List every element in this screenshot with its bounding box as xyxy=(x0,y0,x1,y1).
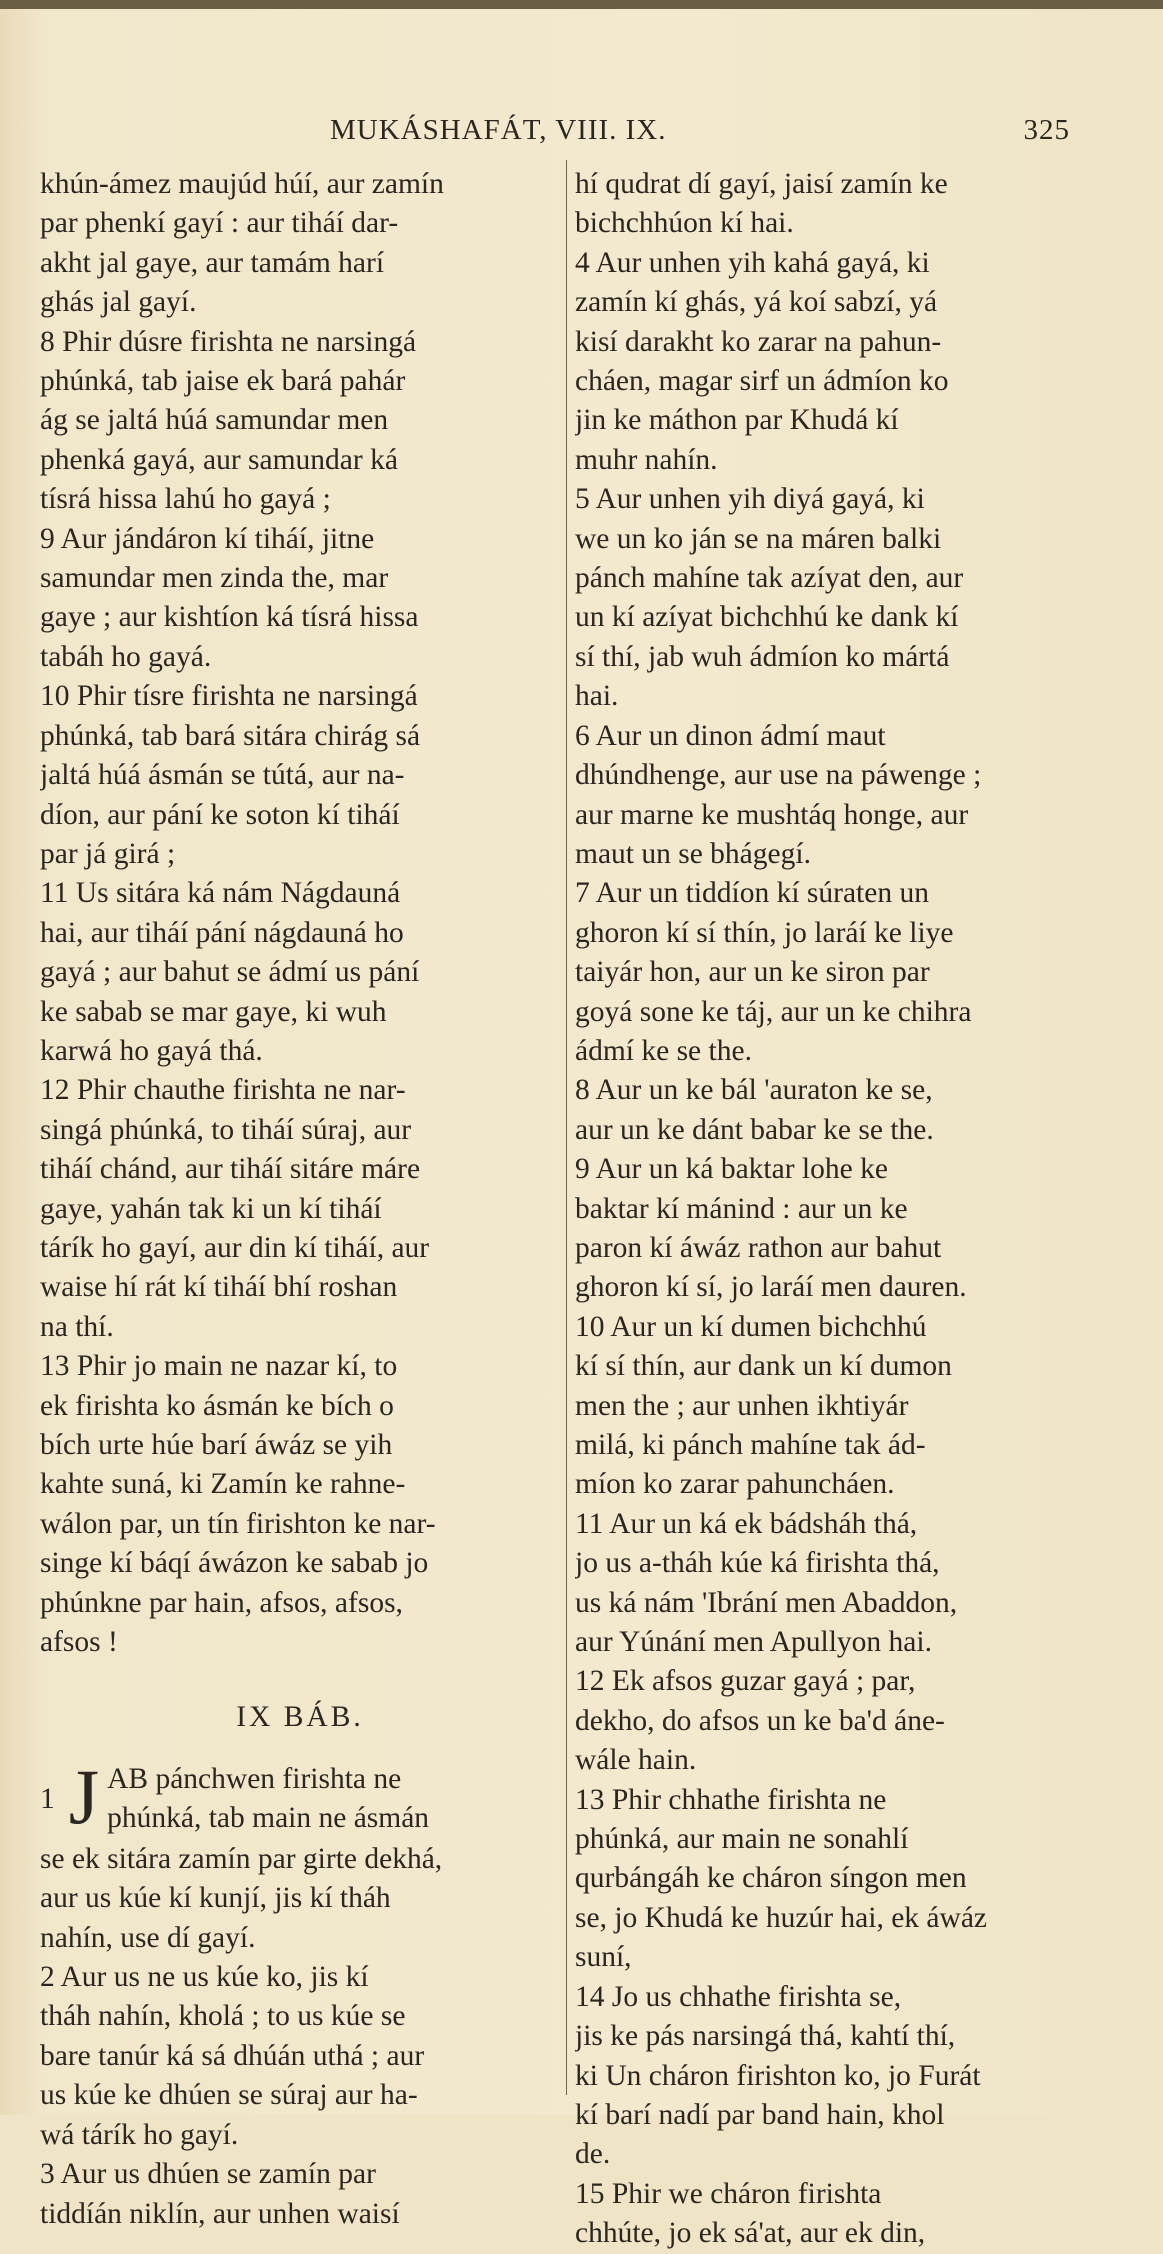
text-line: hai. xyxy=(575,680,619,713)
text-line: goyá sone ke táj, aur un ke chihra xyxy=(575,995,972,1028)
text-line: 4 Aur unhen yih kahá gayá, ki xyxy=(575,246,930,279)
text-line: kí barí nadí par band hain, khol xyxy=(575,2098,945,2131)
text-line: afsos ! xyxy=(40,1626,118,1659)
text-line: singá phúnká, to tiháí súraj, aur xyxy=(40,1113,412,1146)
text-line: jis ke pás narsingá thá, kahtí thí, xyxy=(575,2020,956,2053)
text-line: díon, aur pání ke soton kí tiháí xyxy=(40,798,400,831)
text-line: kisí darakht ko zarar na pahun- xyxy=(575,325,942,358)
text-line: phúnkne par hain, afsos, afsos, xyxy=(40,1586,403,1619)
text-line: hí qudrat dí gayí, jaisí zamín ke xyxy=(575,168,948,200)
text-line: jaltá húá ásmán se tútá, aur na- xyxy=(40,759,405,792)
text-line: bích urte húe barí áwáz se yih xyxy=(40,1429,393,1461)
page-header xyxy=(330,112,1070,158)
text-line: tabáh ho gayá. xyxy=(40,640,212,673)
right-column xyxy=(575,165,1085,2254)
text-line: ke sabab se mar gaye, ki wuh xyxy=(40,995,387,1028)
chapter-opening xyxy=(40,1760,560,1840)
text-line: paron kí áwáz rathon aur bahut xyxy=(575,1231,942,1264)
text-line: wá tárík ho gayí. xyxy=(40,2118,239,2151)
text-line: bichchhúon kí hai. xyxy=(575,207,794,240)
text-line: kahte suná, ki Zamín ke rahne- xyxy=(40,1468,406,1501)
text-line: 2 Aur us ne us kúe ko, jis kí xyxy=(40,1961,369,1994)
chapter-opening-first-line xyxy=(40,1760,560,1840)
text-line: se, jo Khudá ke huzúr hai, ek áwáz xyxy=(575,1901,988,1934)
column-divider xyxy=(566,160,567,2095)
text-line: gaye, yahán tak ki un kí tiháí xyxy=(40,1192,382,1225)
text-line: 9 Aur un ká baktar lohe ke xyxy=(575,1153,888,1186)
text-line: tiháí chánd, aur tiháí sitáre máre xyxy=(40,1153,421,1186)
text-line: 6 Aur un dinon ádmí maut xyxy=(575,719,886,752)
text-line: ghoron kí sí thín, jo laráí ke liye xyxy=(575,916,954,949)
text-line: ádmí ke se the. xyxy=(575,1034,752,1067)
text-line: 15 Phir we cháron firishta xyxy=(575,2177,882,2210)
right-column-text xyxy=(575,165,1085,2254)
text-line: ág se jaltá húá samundar men xyxy=(40,404,389,437)
left-column xyxy=(40,165,560,2234)
text-line: wále hain. xyxy=(575,1744,697,1777)
text-line: phúnká, tab bará sitára chirág sá xyxy=(40,719,421,752)
text-line: aur Yúnání men Apullyon hai. xyxy=(575,1626,932,1659)
text-line: us ká nám 'Ibrání men Abaddon, xyxy=(575,1586,958,1619)
text-line: tárík ho gayí, aur din kí tiháí, aur xyxy=(40,1231,430,1264)
text-line: 10 Phir tísre firishta ne narsingá xyxy=(40,680,418,713)
text-line: par phenkí gayí : aur tiháí dar- xyxy=(40,207,399,240)
text-line: na thí. xyxy=(40,1310,114,1343)
text-line: aur us kúe kí kunjí, jis kí tháh xyxy=(40,1882,391,1915)
text-line: tháh nahín, kholá ; to us kúe se xyxy=(40,2000,406,2033)
text-line: wálon par, un tín firishton ke nar- xyxy=(40,1507,436,1540)
running-title: MUKÁSHAFÁT, VIII. IX. xyxy=(330,114,667,146)
text-line: milá, ki pánch mahíne tak ád- xyxy=(575,1429,926,1461)
left-column-text-after xyxy=(40,1840,560,2234)
text-line: 11 Us sitára ká nám Nágdauná xyxy=(40,877,401,910)
page-top-edge xyxy=(0,0,1163,9)
text-line: khún-ámez maujúd húí, aur zamín xyxy=(40,168,444,200)
text-line: 8 Phir dúsre firishta ne narsingá xyxy=(40,325,417,358)
text-line: 8 Aur un ke bál 'auraton ke se, xyxy=(575,1074,933,1107)
text-line: nahín, use dí gayí. xyxy=(40,1921,256,1954)
text-line: hai, aur tiháí pání nágdauná ho xyxy=(40,916,404,949)
text-line: sí thí, jab wuh ádmíon ko mártá xyxy=(575,640,950,673)
text-line: 10 Aur un kí dumen bichchhú xyxy=(575,1310,927,1343)
text-line: us kúe ke dhúen se súraj aur ha- xyxy=(40,2079,418,2112)
text-line: ki Un cháron firishton ko, jo Furát xyxy=(575,2059,981,2092)
text-line: phúnká, aur main ne sonahlí xyxy=(575,1823,909,1856)
text-line: kí sí thín, aur dank un kí dumon xyxy=(575,1350,952,1383)
text-line: men the ; aur unhen ikhtiyár xyxy=(575,1389,909,1422)
text-line: cháen, magar sirf un ádmíon ko xyxy=(575,365,949,398)
text-line: míon ko zarar pahuncháen. xyxy=(575,1468,895,1501)
text-line: 12 Ek afsos guzar gayá ; par, xyxy=(575,1665,916,1698)
text-line: ghás jal gayí. xyxy=(40,286,197,319)
text-line: par já girá ; xyxy=(40,837,176,870)
text-line: gaye ; aur kishtíon ká tísrá hissa xyxy=(40,601,419,634)
text-line: chhúte, jo ek sá'at, aur ek din, xyxy=(575,2217,926,2250)
text-line: phenká gayá, aur samundar ká xyxy=(40,443,398,476)
text-line: un kí azíyat bichchhú ke dank kí xyxy=(575,601,959,634)
text-line: gayá ; aur bahut se ádmí us pání xyxy=(40,956,420,989)
text-line: 11 Aur un ká ek bádsháh thá, xyxy=(575,1507,918,1540)
chapter-title: IX BÁB. xyxy=(236,1701,364,1734)
text-line: maut un se bhágegí. xyxy=(575,837,811,870)
text-line: suní, xyxy=(575,1941,632,1974)
text-line: zamín kí ghás, yá koí sabzí, yá xyxy=(575,286,938,319)
dropcap-line: phúnká, tab main ne ásmán xyxy=(107,1802,430,1835)
text-line: tiddíán niklín, aur unhen waisí xyxy=(40,2197,400,2230)
text-line: de. xyxy=(575,2138,611,2171)
text-line: aur marne ke mushtáq honge, aur xyxy=(575,798,969,831)
text-line: samundar men zinda the, mar xyxy=(40,562,389,595)
text-line: waise hí rát kí tiháí bhí roshan xyxy=(40,1271,398,1304)
text-line: tísrá hissa lahú ho gayá ; xyxy=(40,483,331,516)
text-line: 13 Phir chhathe firishta ne xyxy=(575,1783,887,1816)
text-line: muhr nahín. xyxy=(575,443,718,476)
text-line: singe kí báqí áwázon ke sabab jo xyxy=(40,1547,429,1580)
text-line: dhúndhenge, aur use na páwenge ; xyxy=(575,759,982,792)
text-line: 5 Aur unhen yih diyá gayá, ki xyxy=(575,483,925,516)
text-line: we un ko ján se na máren balki xyxy=(575,522,942,555)
text-line: 13 Phir jo main ne nazar kí, to xyxy=(40,1350,398,1383)
text-line: qurbángáh ke cháron síngon men xyxy=(575,1862,967,1895)
page-number: 325 xyxy=(1023,114,1070,146)
text-line: 14 Jo us chhathe firishta se, xyxy=(575,1980,902,2013)
left-column-text-before xyxy=(40,165,560,1662)
text-line: 9 Aur jándáron kí tiháí, jitne xyxy=(40,522,375,555)
text-line: ghoron kí sí, jo laráí men dauren. xyxy=(575,1271,967,1304)
text-line: jo us a-tháh kúe ká firishta thá, xyxy=(575,1547,940,1580)
text-line: dekho, do afsos un ke ba'd áne- xyxy=(575,1704,945,1737)
text-line: 7 Aur un tiddíon kí súraten un xyxy=(575,877,929,910)
dropcap-letter: J xyxy=(68,1759,100,1840)
text-line: ek firishta ko ásmán ke bích o xyxy=(40,1389,394,1422)
text-line: 3 Aur us dhúen se zamín par xyxy=(40,2158,376,2191)
dropcap-line: AB pánchwen firishta ne xyxy=(107,1762,402,1795)
text-line: pánch mahíne tak azíyat den, aur xyxy=(575,562,964,595)
text-line: taiyár hon, aur un ke siron par xyxy=(575,956,930,989)
verse-number: 1 xyxy=(40,1782,55,1815)
text-line: aur un ke dánt babar ke se the. xyxy=(575,1113,934,1146)
text-line: bare tanúr ká sá dhúán uthá ; aur xyxy=(40,2039,425,2072)
text-line: jin ke máthon par Khudá kí xyxy=(575,404,899,437)
text-line: se ek sitára zamín par girte dekhá, xyxy=(40,1842,443,1875)
text-line: phúnká, tab jaise ek bará pahár xyxy=(40,365,406,398)
text-line: 12 Phir chauthe firishta ne nar- xyxy=(40,1074,406,1107)
text-line: karwá ho gayá thá. xyxy=(40,1034,263,1067)
text-line: akht jal gaye, aur tamám harí xyxy=(40,246,385,279)
text-line: baktar kí mánind : aur un ke xyxy=(575,1192,908,1225)
